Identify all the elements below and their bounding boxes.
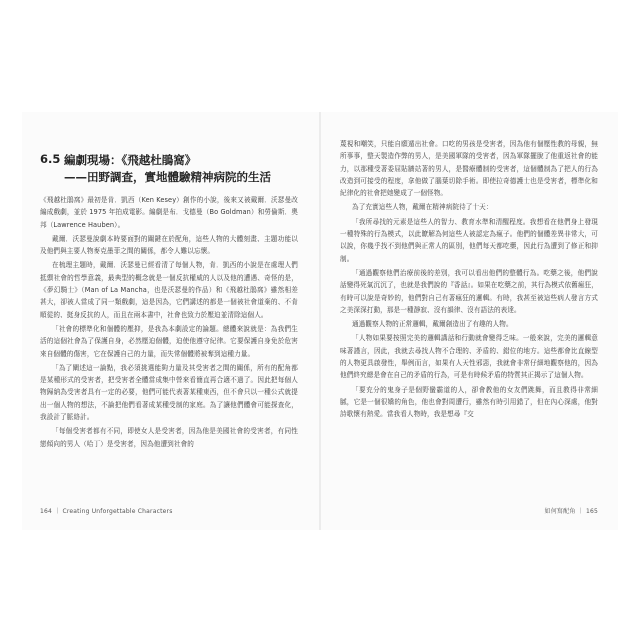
paragraph: 《飛越杜鵑窩》最初是肯．凱西（Ken Kesey）創作的小說，後來又被戴爾．沃瑟曼改編成戲劇，並於 1975 年拍成電影。編劇是布．戈德曼（Bo Goldman）和勞倫斯．奧邦（Lawrence Hauben）。 xyxy=(40,196,298,229)
paragraph: 「每個受害者都有不同，即使女人是受害者，因為他是美國社會的受害者，有同性戀傾向的男人（哈丁）是受害者，因為他遭到社會的 xyxy=(40,427,298,448)
paragraph: 「為了闡述這一論點，我必須挑選能夠力量及其受害者之間的關係，所有的配角都是某種形式的受害者，把受害者全體當成集中營來看簡直再合適不過了。因此把每個人物歸納為受害者具有一定的必要，他們可能代表著某種東西，但不會只以一種公式就提出一個人物的想法，不論把他們看著成某種受制的家庭。為了讓他們體會可能探查化，我設計了脈絡計。 xyxy=(40,363,298,422)
right-page xyxy=(340,138,598,423)
paragraph: 在梳理主題時，戴爾．沃瑟曼已經看清了每個人物，肯．凱西的小說是在處理人們抵禦社會的哲學意義，最典型的概念就是一個反抗權威的人以及他的遭遇、奇怪的是，《夢幻騎士》（Man of La Mancha，也是沃瑟曼的作品）和《飛越杜鵑窩》雖然相差甚大，卻被人當成了同一類戲劇，這是因為，它們講述的都是一個被社會道棄的、不肯順從的、挺身反抗的人，而且在兩本書中，社會也致力於壓迫並清除這個人。 xyxy=(40,261,298,319)
paragraph: 通過觀察人物的正常邏輯，戴爾創造出了有趣的人物。 xyxy=(352,320,513,329)
section-number: 6.5 xyxy=(40,152,61,166)
section-heading xyxy=(40,152,298,186)
section-title xyxy=(64,152,298,186)
left-page-footer: 164 ｜ Creating Unforgettable Characters xyxy=(40,508,173,515)
page-gutter xyxy=(319,112,321,530)
paragraph: 為了充實這些人物，戴爾在精神病院待了十天： xyxy=(352,203,493,212)
paragraph: 「通過觀察他們治療前後的差別，我可以看出他們的整體行為。吃藥之後，他們說話變得死氣沉沉了，也就是我們說的『香話』。如果在吃藥之前，其行為模式依舊瘋狂，有時可以說是奇妙的，他們對自己有著瘋狂的邏輯。有時，我甚至被這些病人發言方式之美深深打動，那是一種靜寂、沒有韻律、沒有語法的表達。 xyxy=(340,268,598,314)
paragraph: 蔑視和嘲笑，只能自願遁出社會。口吃的男孩是受害者，因為他有個壓性教的母親，無所事事，整天製造作弊的男人，是美國軍隊的受害者，因為軍隊擺脫了他重返社會的能力，以那種受著委屈貼牆站著的男人，是醫療體制的受害者，這個體制為了把人的行為改造到可接受的程度，拿他做了腦葉切除手術。即使拉奇德護士也是受害者，標準化和紀律化的社會把她變成了一個怪物。 xyxy=(340,140,598,198)
book-spread xyxy=(22,112,618,530)
section-title-line1: 編劇現場：《飛越杜鵑窩》 xyxy=(64,153,197,167)
paragraph: 「我所尋找的元素是這些人的智力、教育水準和清醒程度。我想看在他們身上發現一種特殊的行為模式，以此瞭解為何這些人被認定為瘋子。他們的個體差異非常大，可以說，你幾乎找不到他們與正常人的區別，他們每天都吃藥，因此行為遭到了修正和抑制。 xyxy=(340,217,598,263)
right-page-footer: 如何寫配角 ｜ 165 xyxy=(544,508,598,515)
left-page xyxy=(40,140,298,452)
paragraph: 「社會的標準化和個體的壓抑，是我為本劇設定的論題。總體來說就是：為我們生活的這個社會為了保護自身，必然壓迫個體，迫使他遵守紀律。它要保護自身免於危害來自個體的傷害，它在保護自己的力量，而失常個體將被奪到這種力量。 xyxy=(40,324,298,358)
paragraph: 「人物如果要按照完美的邏輯講話和行動就會變得乏味。一般來說，完美的邏輯意味著謹言，因此，我就去尋找人物不合理的、矛盾的、錯位的地方。這些都會比直線型的人物更具啟發性，舉例而言，如果有人天性邪惡，我就會非常仔細地觀察他的，因為他們終究總是會在自己的矛盾的行為，可是有時候矛盾的特質其正揭示了這個人物。 xyxy=(340,334,598,380)
section-title-line2: ——田野調查，實地體驗精神病院的生活 xyxy=(64,170,271,184)
paragraph: 戴爾．沃瑟曼說劇本時要面對的關鍵在於配角，這些人物的大體刻畫、主題功能以及他們與主要人物麥克墨菲之間的關係，都令人難以忘懷。 xyxy=(40,234,298,256)
paragraph: 「要充分的鬼身子是個野蠻霸道的人，卻會教他的女友們跳舞，而且教得非常細膩，它是一個很嬌的角色，他也會對周遭行，雖然有時引用錯了，但在內心深處，他對詩歌懷有熱愛。當我看人物時，我是想尋『交 xyxy=(340,385,598,419)
